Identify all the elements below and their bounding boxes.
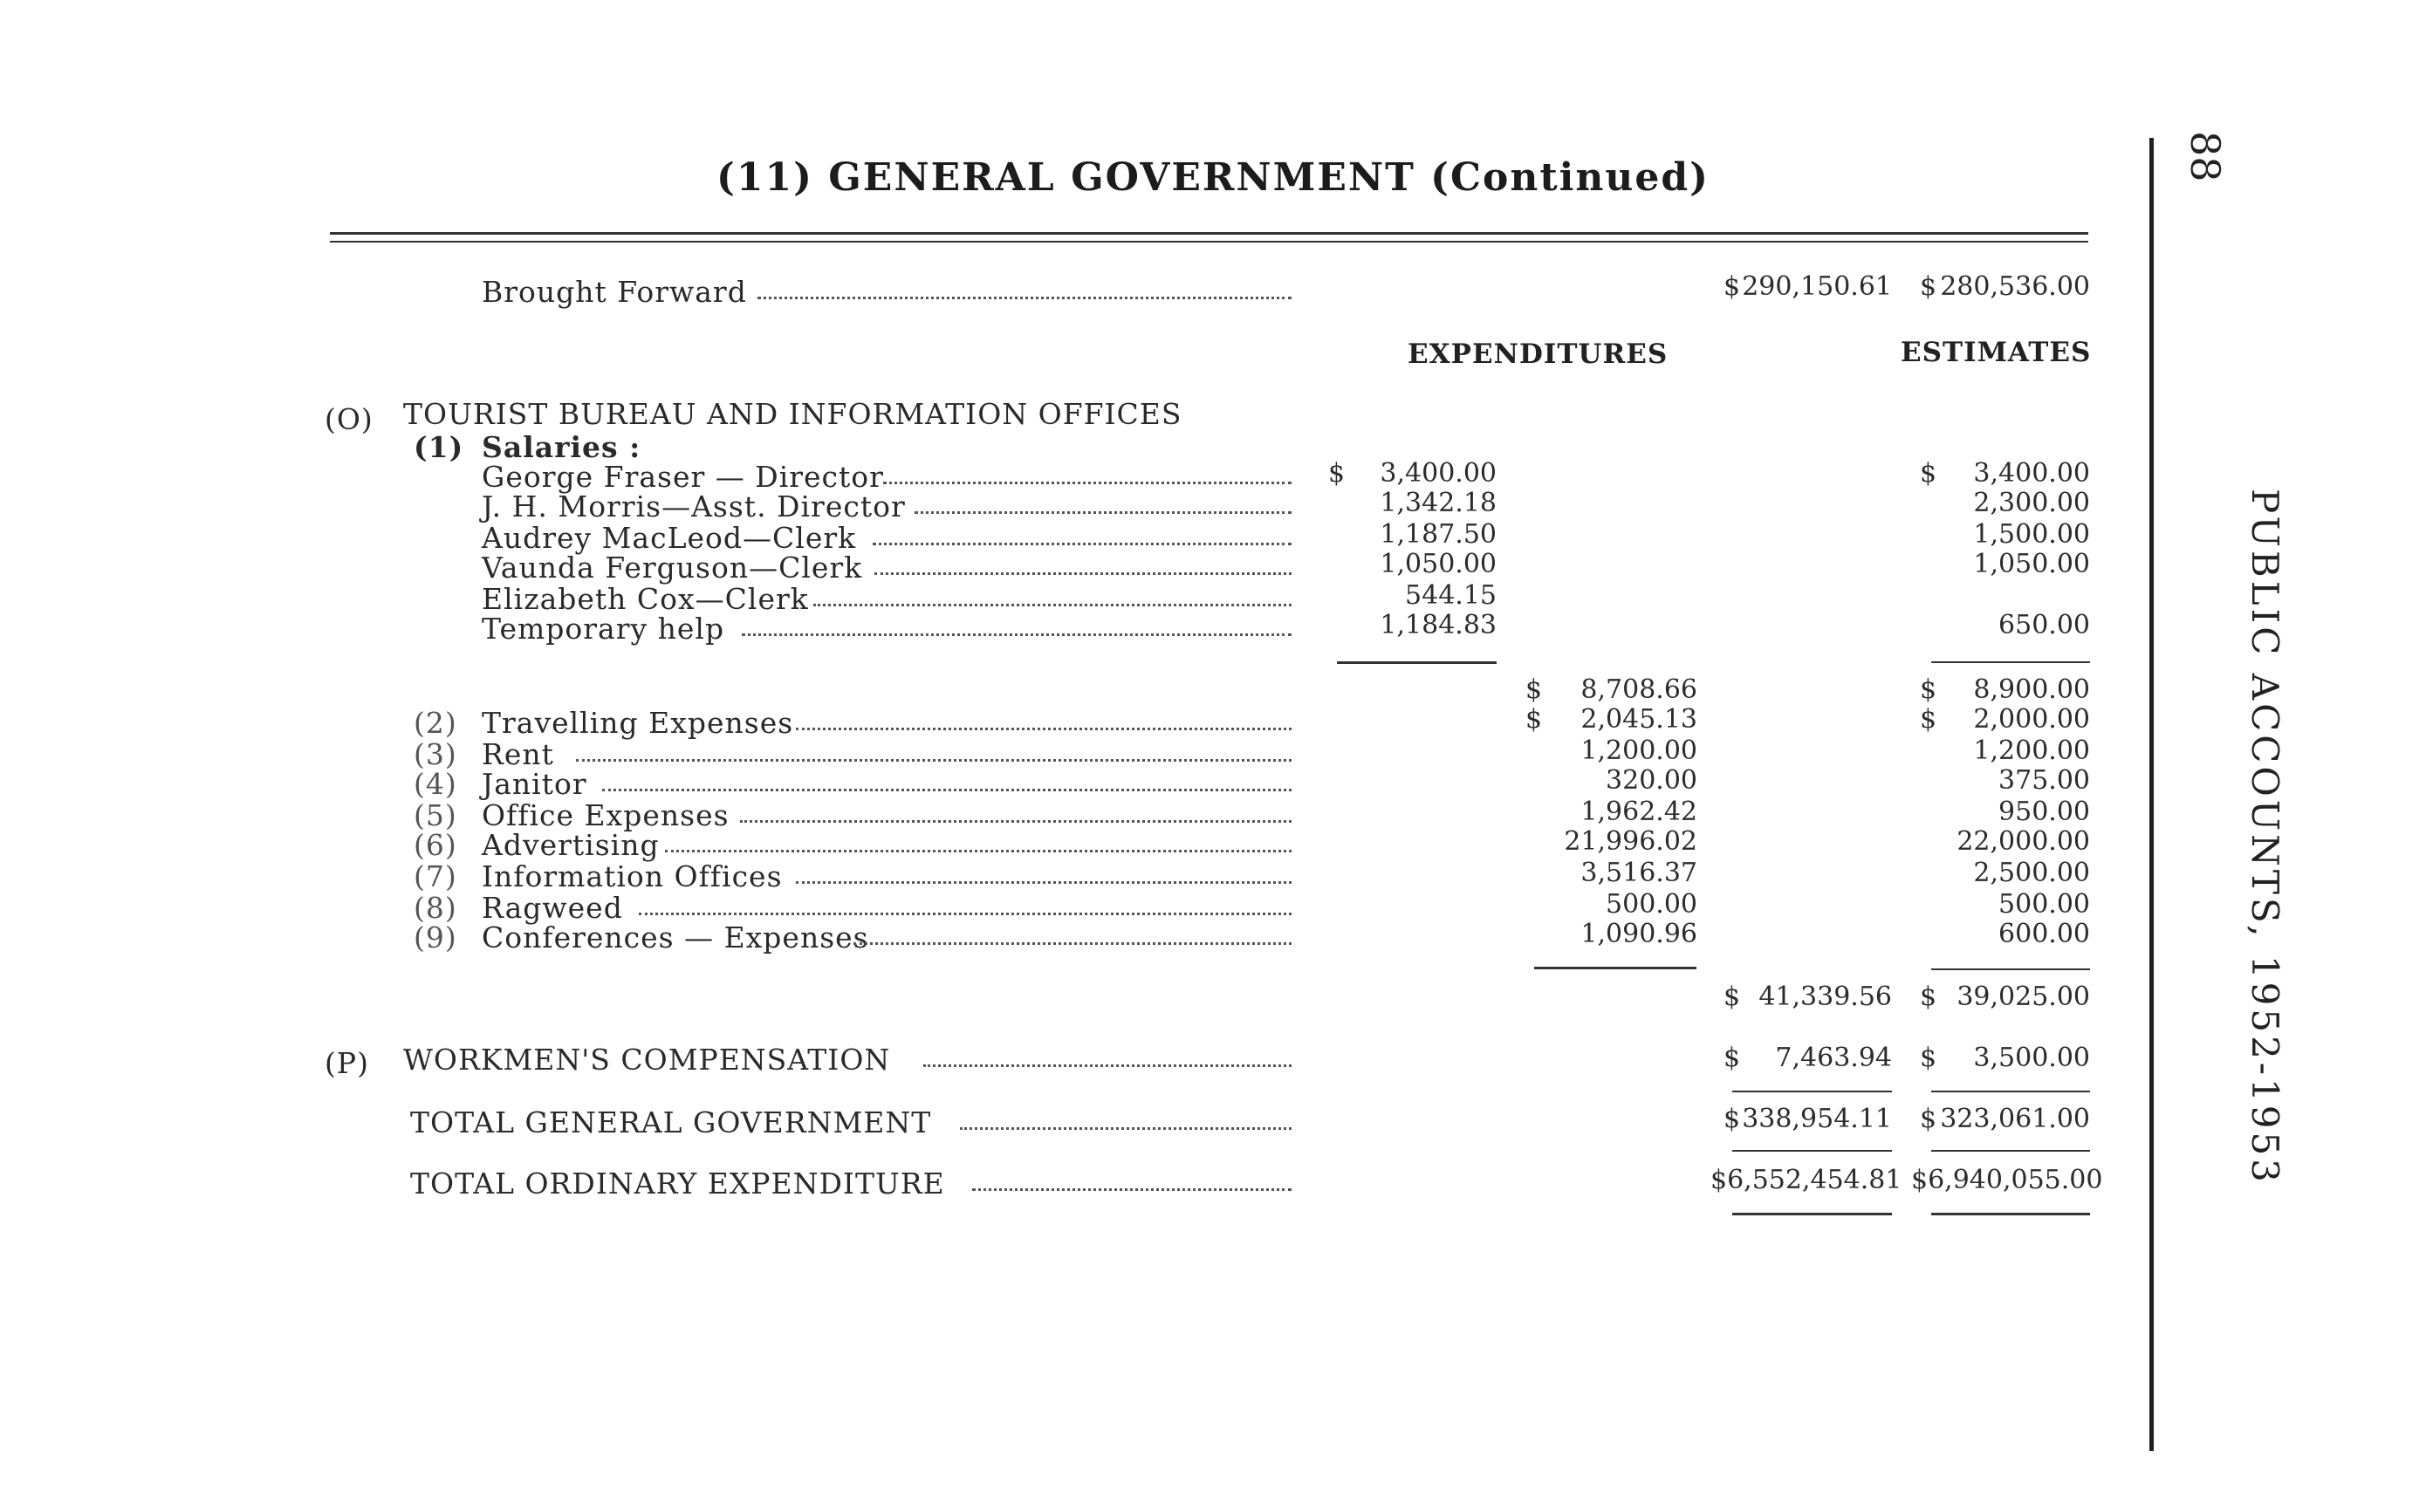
section-p-estimate: 3,500.00 (1973, 1043, 2090, 1073)
general-total-estimate-rule (1931, 1150, 2090, 1152)
salary-dollar: $ (1328, 458, 1346, 489)
salaries-total-estimate: 8,900.00 (1973, 674, 2090, 705)
salary-leader (873, 543, 1292, 545)
section-p-est-dollar: $ (1920, 1043, 1937, 1073)
total-amount: 338,954.11 (1742, 1104, 1892, 1134)
item-leader (796, 881, 1292, 884)
total-est-dollar: $ (1920, 1104, 1937, 1134)
expenditures-header: EXPENDITURES (1408, 339, 1669, 370)
salaries-total-dollar: $ (1525, 674, 1543, 705)
item-dollar: $ (1525, 704, 1543, 735)
salary-name: George Fraser — Director (482, 460, 884, 494)
total-label: TOTAL ORDINARY EXPENDITURE (410, 1166, 945, 1201)
salaries-estimate-subtotal-rule (1931, 661, 2090, 663)
salary-estimate: 3,400.00 (1973, 458, 2090, 489)
page-number: 88 (2182, 131, 2229, 182)
item-name: Advertising (482, 828, 660, 862)
section-p-rule (1732, 1091, 1892, 1092)
salary-leader (813, 604, 1292, 606)
salary-leader (874, 572, 1292, 575)
brought-forward-dollar-a: $ (1724, 271, 1741, 302)
brought-forward-estimate: 280,536.00 (1940, 271, 2090, 302)
section-p-dollar: $ (1724, 1043, 1741, 1073)
item-estimate: 22,000.00 (1957, 826, 2090, 857)
salary-est-dollar: $ (1920, 458, 1937, 489)
salary-estimate: 650.00 (1998, 610, 2090, 640)
section-o-total-estimate: 39,025.00 (1957, 982, 2090, 1012)
item-code: (5) (414, 798, 457, 832)
section-o-total-amount: 41,339.56 (1758, 982, 1892, 1012)
salaries-subtotal-rule (1337, 661, 1497, 664)
item-estimate: 600.00 (1998, 919, 2090, 949)
total-dollar: $ (1724, 1104, 1741, 1134)
section-p-leader (923, 1064, 1292, 1067)
item-amount: 2,045.13 (1580, 704, 1697, 735)
section-o-total-est-dollar: $ (1920, 982, 1937, 1012)
salary-estimate: 2,300.00 (1973, 488, 2090, 518)
item-leader (796, 728, 1292, 730)
item-code: (9) (414, 920, 457, 954)
total-leader (960, 1127, 1292, 1130)
section-p-code: (P) (325, 1046, 369, 1080)
salary-estimate: 1,500.00 (1973, 519, 2090, 550)
salary-amount: 1,342.18 (1380, 488, 1497, 518)
salary-leader (742, 633, 1292, 636)
item-amount: 1,200.00 (1580, 735, 1697, 766)
item-leader (602, 789, 1292, 791)
section-o-code: (O) (325, 402, 373, 436)
item-leader (639, 913, 1292, 915)
side-title: PUBLIC ACCOUNTS, 1952-1953 (2244, 489, 2286, 1186)
page-title: (11) GENERAL GOVERNMENT (Continued) (716, 155, 1710, 200)
salary-amount: 1,050.00 (1380, 549, 1497, 579)
section-p-title: WORKMEN'S COMPENSATION (403, 1043, 891, 1077)
section-o-total-dollar: $ (1724, 982, 1741, 1012)
title-rule-bottom (330, 241, 2088, 243)
item-code: (3) (414, 737, 457, 771)
items-estimate-subtotal-rule (1931, 968, 2090, 970)
item-leader (853, 942, 1292, 945)
item-code: (4) (414, 767, 457, 801)
item-estimate: 1,200.00 (1973, 735, 2090, 766)
section-o-title: TOURIST BUREAU AND INFORMATION OFFICES (403, 397, 1182, 431)
ordinary-total-estimate-rule (1931, 1213, 2090, 1215)
item-amount: 21,996.02 (1564, 826, 1697, 857)
item-estimate: 2,500.00 (1973, 858, 2090, 888)
salaries-code: (1) (414, 430, 464, 464)
salary-name: Vaunda Ferguson—Clerk (482, 551, 863, 585)
item-estimate: 2,000.00 (1973, 704, 2090, 735)
item-leader (576, 759, 1292, 762)
item-est-dollar: $ (1920, 704, 1937, 735)
salary-leader (915, 511, 1292, 514)
item-amount: 1,962.42 (1580, 797, 1697, 827)
item-name: Ragweed (482, 891, 623, 925)
salary-estimate: 1,050.00 (1973, 549, 2090, 579)
salary-name: Audrey MacLeod—Clerk (482, 521, 857, 555)
item-amount: 3,516.37 (1580, 858, 1697, 888)
total-amount: $6,552,454.81 (1710, 1165, 1902, 1195)
total-estimate: 323,061.00 (1940, 1104, 2090, 1134)
item-leader (665, 850, 1292, 852)
item-name: Information Offices (482, 859, 783, 893)
salary-leader (883, 482, 1292, 484)
item-estimate: 500.00 (1998, 889, 2090, 920)
item-amount: 1,090.96 (1580, 919, 1697, 949)
brought-forward-label: Brought Forward (482, 275, 747, 309)
right-margin-rule (2149, 138, 2154, 1451)
brought-forward-dollar-b: $ (1920, 271, 1937, 302)
salaries-label: Salaries : (482, 430, 641, 464)
general-total-rule (1732, 1150, 1892, 1152)
item-estimate: 950.00 (1998, 797, 2090, 827)
item-name: Conferences — Expenses (482, 920, 869, 954)
estimates-header: ESTIMATES (1901, 337, 2092, 368)
brought-forward-expenditure: 290,150.61 (1742, 271, 1892, 302)
ordinary-total-rule (1732, 1213, 1892, 1215)
total-label: TOTAL GENERAL GOVERNMENT (410, 1105, 932, 1139)
item-amount: 320.00 (1606, 765, 1697, 796)
item-amount: 500.00 (1606, 889, 1697, 920)
items-subtotal-rule (1534, 967, 1696, 969)
item-leader (740, 820, 1292, 823)
item-name: Janitor (482, 767, 587, 801)
brought-forward-leader (757, 297, 1292, 299)
salary-amount: 3,400.00 (1380, 458, 1497, 489)
section-p-amount: 7,463.94 (1775, 1043, 1892, 1073)
item-name: Office Expenses (482, 798, 730, 832)
salary-name: Elizabeth Cox—Clerk (482, 582, 809, 616)
total-leader (972, 1188, 1292, 1191)
item-code: (8) (414, 891, 457, 925)
total-estimate: $6,940,055.00 (1911, 1165, 2103, 1195)
item-code: (6) (414, 828, 457, 862)
item-name: Rent (482, 737, 554, 771)
salary-amount: 544.15 (1405, 580, 1497, 611)
salary-name: J. H. Morris—Asst. Director (482, 489, 906, 523)
salary-name: Temporary help (482, 612, 725, 646)
item-code: (7) (414, 859, 457, 893)
salaries-total-est-dollar: $ (1920, 674, 1937, 705)
item-estimate: 375.00 (1998, 765, 2090, 796)
salaries-total-amount: 8,708.66 (1580, 674, 1697, 705)
item-code: (2) (414, 706, 457, 740)
section-p-estimate-rule (1931, 1091, 2090, 1092)
salary-amount: 1,187.50 (1380, 519, 1497, 550)
title-rule-top (330, 232, 2088, 235)
item-name: Travelling Expenses (482, 706, 794, 740)
salary-amount: 1,184.83 (1380, 610, 1497, 640)
